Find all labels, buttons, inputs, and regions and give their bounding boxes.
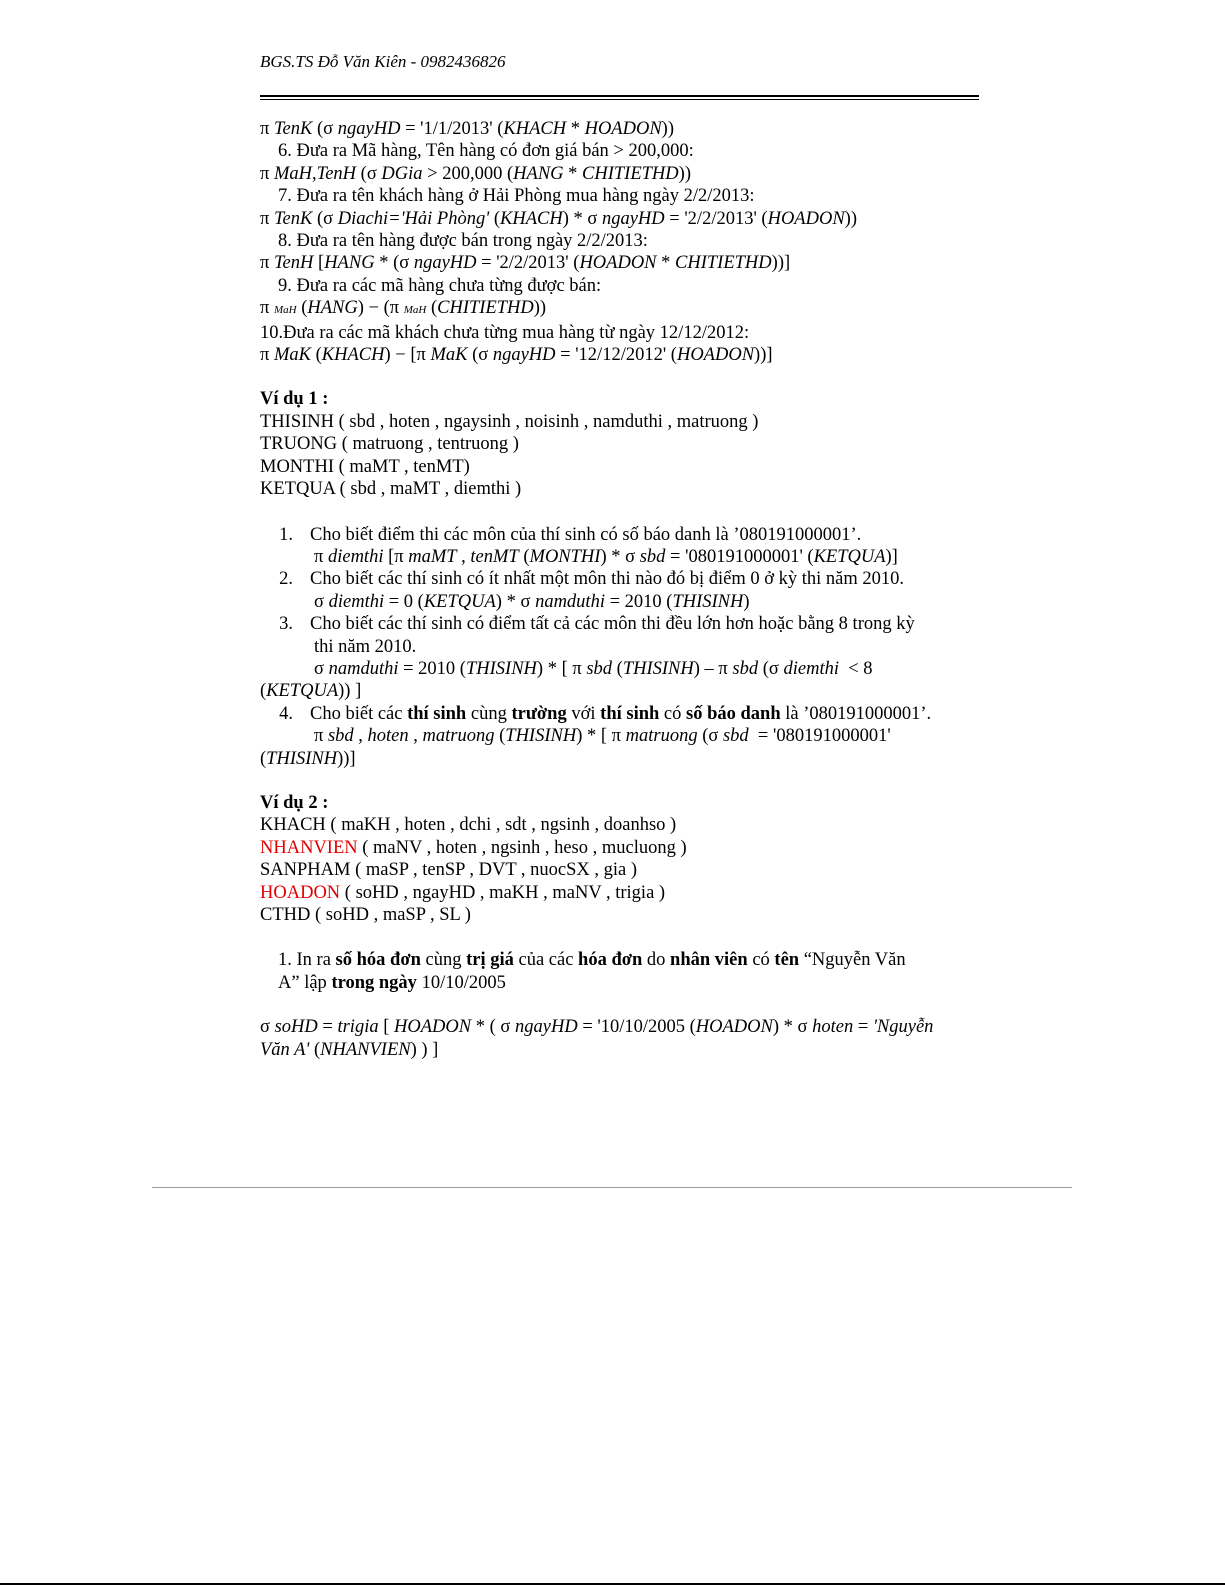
question-8: 8. Đưa ra tên hàng được bán trong ngày 2/2/2013: [278, 231, 648, 252]
list-item: 3. Cho biết các thí sinh có điểm tất cả các môn thi đều lớn hơn hoặc bằng 8 trong kỳ [279, 614, 915, 635]
algebra-line: (KETQUA)) ] [260, 681, 362, 702]
algebra-line: π TenK (σ ngayHD = '1/1/2013' (KHACH * HOADON)) [260, 119, 674, 139]
algebra-line: (THISINH))] [260, 748, 356, 769]
algebra-line: π diemthi [π maMT , tenMT (MONTHI) * σ sbd = '080191000001' (KETQUA)] [314, 546, 898, 567]
algebra-line: π sbd , hoten , matruong (THISINH) * [ π matruong (σ sbd = '080191000001' [314, 726, 891, 747]
algebra-line: π TenH [HANG * (σ ngayHD = '2/2/2013' (HOADON * CHITIETHD))] [260, 253, 791, 274]
list-item-continuation: thi năm 2010. [314, 636, 417, 657]
algebra-line: π MaH (HANG) − (π MaH (CHITIETHD)) [260, 298, 547, 319]
question-1-continuation: A” lập trong ngày 10/10/2005 [278, 972, 506, 993]
algebra-line: π TenK (σ Diachi='Hải Phòng' (KHACH) * σ ngayHD = '2/2/2013' (HOADON)) [260, 208, 857, 229]
schema-line: THISINH ( sbd , hoten , ngaysinh , noisinh , namduthi , matruong ) [260, 411, 759, 432]
algebra-line: σ namduthi = 2010 (THISINH) * [ π sbd (THISINH) – π sbd (σ diemthi < 8 [314, 658, 873, 679]
document-body [260, 118, 980, 1061]
answer-line: σ soHD = trigia [ HOADON * ( σ ngayHD = '10/10/2005 (HOADON) * σ hoten = 'Nguyễn [260, 1017, 934, 1038]
list-item: 2. Cho biết các thí sinh có ít nhất một môn thi nào đó bị điểm 0 ở kỳ thi năm 2010. [279, 569, 905, 590]
question-10: 10.Đưa ra các mã khách chưa từng mua hàng từ ngày 12/12/2012: [260, 322, 750, 343]
question-6: 6. Đưa ra Mã hàng, Tên hàng có đơn giá bán > 200,000: [278, 141, 694, 162]
schema-line: SANPHAM ( maSP , tenSP , DVT , nuocSX , gia ) [260, 860, 638, 881]
schema-line: KHACH ( maKH , hoten , dchi , sdt , ngsinh , doanhso ) [260, 815, 677, 836]
schema-line: MONTHI ( maMT , tenMT) [260, 456, 470, 477]
schema-line: HOADON ( soHD , ngayHD , maKH , maNV , trigia ) [260, 882, 666, 903]
schema-line: KETQUA ( sbd , maMT , diemthi ) [260, 479, 522, 500]
question-9: 9. Đưa ra các mã hàng chưa từng được bán: [278, 275, 602, 296]
algebra-line: π MaK (KHACH) − [π MaK (σ ngayHD = '12/12/2012' (HOADON))] [260, 345, 773, 366]
list-item: 4. Cho biết các thí sinh cùng trường với thí sinh có số báo danh là ’080191000001’. [279, 703, 932, 724]
list-item: 1. Cho biết điểm thi các môn của thí sinh có số báo danh là ’080191000001’. [279, 524, 862, 545]
question-7: 7. Đưa ra tên khách hàng ở Hải Phòng mua hàng ngày 2/2/2013: [278, 186, 755, 207]
algebra-line: π MaH,TenH (σ DGia > 200,000 (HANG * CHITIETHD)) [260, 163, 691, 184]
schema-line: TRUONG ( matruong , tentruong ) [260, 434, 519, 455]
question-1: 1. In ra số hóa đơn cùng trị giá của các hóa đơn do nhân viên có tên “Nguyễn Văn [278, 950, 906, 971]
schema-line: CTHD ( soHD , maSP , SL ) [260, 905, 471, 925]
page-header: BGS.TS Đỗ Văn Kiên - 0982436826 [260, 52, 506, 71]
header-rule-thick [260, 95, 979, 97]
footer-rule [152, 1187, 1072, 1188]
header-rule-thin [260, 99, 979, 100]
answer-line: Văn A' (NHANVIEN) ) ] [260, 1039, 439, 1060]
example-1-title: Ví dụ 1 : [260, 389, 329, 410]
schema-line: NHANVIEN ( maNV , hoten , ngsinh , heso , mucluong ) [260, 837, 687, 858]
algebra-line: σ diemthi = 0 (KETQUA) * σ namduthi = 2010 (THISINH) [314, 591, 750, 612]
example-2-title: Ví dụ 2 : [260, 792, 329, 813]
